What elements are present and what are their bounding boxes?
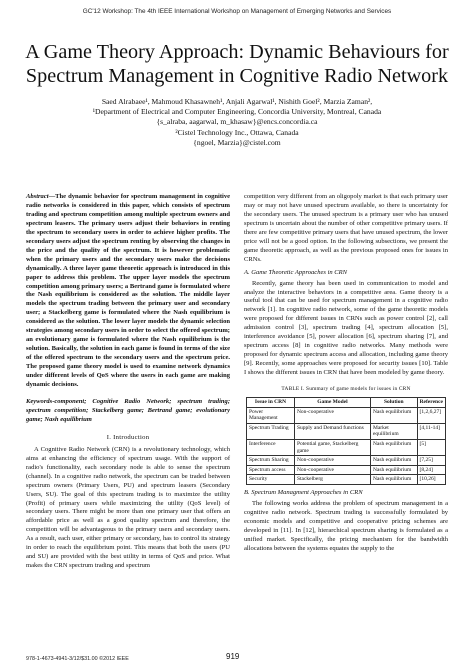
table-header: Solution <box>370 398 417 408</box>
table-cell: [1,2,6,27] <box>417 407 445 423</box>
page-number: 919 <box>226 652 240 661</box>
table-cell: Non-cooperative <box>294 465 370 475</box>
abstract-text: —The dynamic behavior for spectrum management in cognitive radio networks is considered in this paper, which consists of spectrum trading and spectrum competition among multiple spectrum owners and spectrum leasers. The primary users adjust their behaviors in renting the spectrum to secondary users in order to achieve higher profits. The secondary users adjust the spectrum renting by observing the changes in the price and the quality of the spectrum. It is however problematic when the primary users and the secondary users make the decisions dynamically. A three layer game theoretic approach is introduced in this paper to address this problem. The upper layer models the spectrum competition among primary users; a Bertrand game is formulated where the Nash equilibrium is considered as the solution. The middle layer models the spectrum trading between the primary user and secondary user; a Stackelberg game is formulated where the Nash equilibrium is considered as the solution. The lower layer models the dynamic selection strategies among secondary users in order to select the offered spectrum; an evolutionary game is formulated where the Nash equilibrium is the solution. Basically, the solution in each game is found in terms of the size of the offered spectrum to the secondary users and the spectrum price. The proposed game theory model is used to examine network dynamics under different levels of QoS where the users in each game are making dynamic decisions. <box>26 193 230 389</box>
right-column <box>244 193 448 554</box>
table-cell: Spectrum Sharing <box>247 456 295 466</box>
abstract <box>26 193 230 390</box>
abstract-lead: Abstract <box>26 193 49 200</box>
conference-header: GC'12 Workshop: The 4th IEEE International Workshop on Management of Emerging Networks and Services <box>82 8 392 15</box>
table-caption: TABLE I. Summary of game models for issues in CRN <box>281 386 411 393</box>
author-block <box>20 97 454 148</box>
table-cell: [4,11-14] <box>417 423 445 439</box>
left-column <box>26 193 230 571</box>
paper-title <box>20 40 454 88</box>
keywords-lead: Keywords-component; <box>26 397 87 405</box>
table-cell: Stackelberg <box>294 475 370 485</box>
keywords <box>26 398 230 425</box>
subsection-heading-b: B. Spectrum Managment Approaches in CRN <box>244 488 363 496</box>
table-cell: Nash equilibrium <box>370 465 417 475</box>
email-1: {s_alraba, aagarwal, m_khasaw}@encs.concordia.ca <box>156 117 318 127</box>
table-cell: Security <box>247 475 295 485</box>
section-heading-introduction: I. Introduction <box>106 433 150 441</box>
table-row <box>247 475 446 485</box>
table-header: Issue in CRN <box>247 398 295 408</box>
table-cell: [8,24] <box>417 465 445 475</box>
table-row <box>247 439 446 455</box>
title-line-1: A Game Theory Approach: Dynamic Behaviours for <box>25 41 449 63</box>
table-cell: Spectrum access <box>247 465 295 475</box>
summary-table <box>246 397 446 485</box>
table-cell: Nash equilibrium <box>370 456 417 466</box>
affiliation-1: ¹Department of Electrical and Computer Engineering, Concordia University, Montreal, Canada <box>92 107 382 117</box>
table-cell: Non-cooperative <box>294 456 370 466</box>
table-cell: Potential game, Stackelberg game <box>294 439 370 455</box>
subsection-heading-a: A. Game Theoretic Approaches in CRN <box>244 268 348 276</box>
table-cell: Supply and Demand functions <box>294 423 370 439</box>
table-cell: Nash equilibrium <box>370 439 417 455</box>
table-row <box>247 423 446 439</box>
continued-paragraph: competition very different from an oligopoly market is that each primary user may or may not have unused spectrum available, so there is uncertainty for the secondary users. The unused spectrum is a primary user who has unused spectrum is uncertain about the number of other competitive primary users. If there are few competitive primary users that have unused spectrum, the lower price will not be a good option. In the following subsections, we present the game theoretic approach, as well as the previous proposed ones for issues in CRNs. <box>244 193 448 263</box>
email-2: {ngoel, Marzia}@cistel.com <box>193 137 281 147</box>
table-cell: Nash equilibrium <box>370 407 417 423</box>
footer-copyright: 978-1-4673-4941-3/12/$31.00 ©2012 IEEE <box>26 656 129 662</box>
table-header: Reference <box>417 398 445 408</box>
table-cell: Market equilibrium <box>370 423 417 439</box>
table-row <box>247 456 446 466</box>
table-cell: [7,25] <box>417 456 445 466</box>
introduction-paragraph: A Cognitive Radio Network (CRN) is a revolutionary technology, which aims at enhancing the efficiency of spectrum usage. With the support of radio's functionality, each secondary node is able to sense the spectrum (channel). In a cognitive radio network, the spectrum can be traded between spectrum owners (Primary Users, PU) and spectrum leasers (Secondary Users, SU). The goal of this spectrum trading is to maximize the utility (Profit) of primary users while maximizing the utility (QoS level) of secondary users. There might be more than one primary user that offers an affordable price as well as a good quality spectrum and therefore, the competition will be advantageous to the primary users and secondary users. As a result, each user, either primary or secondary, has to control its strategy in order to reach the equilibrium point. This means that both the users (PU and SU) are provided with the best utility in terms of QoS and price. What makes the CRN spectrum trading and spectrum <box>26 445 230 570</box>
table-header-row <box>247 398 446 408</box>
table-row <box>247 407 446 423</box>
author-names: Saed Alrabaee¹, Mahmoud Khasawneh¹, Anjali Agarwal¹, Nishith Goel², Marzia Zaman², <box>101 97 373 106</box>
affiliation-2: ²Cistel Technology Inc., Ottawa, Canada <box>175 127 299 137</box>
table-cell: Non-cooperative <box>294 407 370 423</box>
keywords-text: Cognitive Radio Network; spectrum trading; spectrum competition; Stackelberg game; Bertrand game; evolutionary game; Nash equilibrium <box>26 397 230 423</box>
table-cell: Power Management <box>247 407 295 423</box>
table-row <box>247 465 446 475</box>
table-cell: [10,26] <box>417 475 445 485</box>
table-cell: Interference <box>247 439 295 455</box>
subsection-b-paragraph: The following works address the problem of spectrum management in a cognitive radio network. Spectrum trading is successfully formulated by economic models and competitive and cooperative pricing schemes are developed in [11]. In [12], hierarchical spectrum sharing is formulated as a unified market. Specifically, the pricing mechanism for the bandwidth allocations between the systems equates the supply to the <box>244 499 448 552</box>
table-cell: Spectrum Trading <box>247 423 295 439</box>
subsection-a-paragraph: Recently, game theory has been used in communication to model and analyze the interactive behaviors in a competitive area. Game theory is a useful tool that can be used for spectrum management in a cognitive radio network [1]. In cognitive radio network, some of the game theoretic models were proposed for different issues in CRNs such as power control [2], call admission control [3], spectrum trading [4], spectrum allocation [5], interference avoidance [5], power allocation [6], spectrum sharing [7], and spectrum access [8] in cognitive radio networks. Many methods were proposed for dynamic spectrum access and allocation, including game theory [9]. Recently, some approaches were proposed for security issues [10]. Table I shows the different issues in CRN that have been modeled by game theory. <box>244 279 448 377</box>
table-cell: Nash equilibrium <box>370 475 417 485</box>
table-header: Game Model <box>294 398 370 408</box>
title-line-2: Spectrum Management in Cognitive Radio Network <box>25 65 449 87</box>
table-cell: [5] <box>417 439 445 455</box>
